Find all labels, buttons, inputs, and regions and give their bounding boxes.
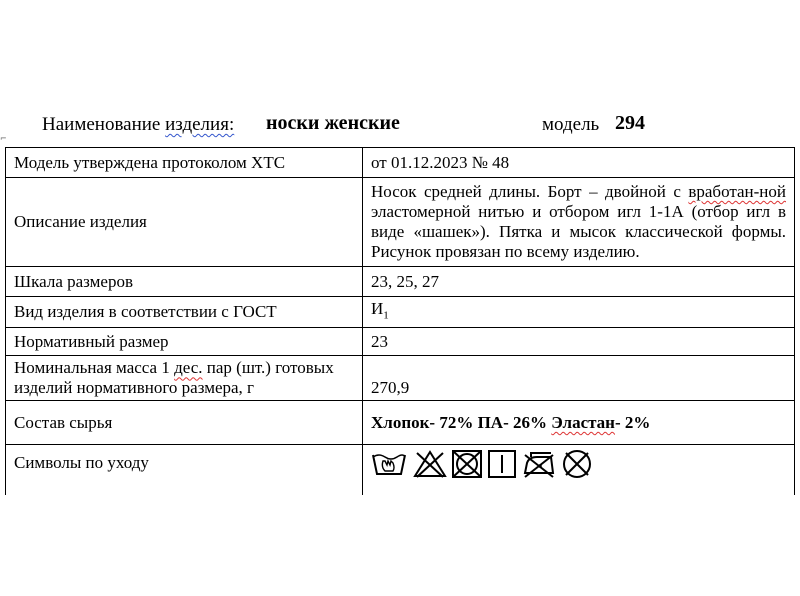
specification-table bbox=[5, 147, 795, 495]
mass-label: Номинальная масса 1 дес. пар (шт.) готовых изделий нормативного размера, г bbox=[6, 356, 363, 401]
table-row bbox=[6, 148, 795, 178]
table-row bbox=[6, 401, 795, 445]
table-row bbox=[6, 328, 795, 356]
composition-value: Хлопок- 72% ПА- 26% Эластан- 2% bbox=[363, 401, 795, 445]
gost-value: $И_1$ bbox=[363, 297, 795, 328]
composition-label: Состав сырья bbox=[6, 401, 363, 445]
table-row bbox=[6, 445, 795, 495]
iron-low-icon bbox=[521, 449, 557, 479]
product-name-value: носки женские bbox=[266, 112, 400, 134]
wash-30-hand-icon bbox=[371, 449, 409, 479]
model-number: 294 bbox=[615, 112, 645, 134]
description-label: Описание изделия bbox=[6, 178, 363, 267]
approved-value: от 01.12.2023 № 48 bbox=[363, 148, 795, 178]
table-row bbox=[6, 356, 795, 401]
no-dry-clean-icon bbox=[561, 449, 593, 479]
mass-value: 270,9 bbox=[363, 356, 795, 401]
norm-size-label: Нормативный размер bbox=[6, 328, 363, 356]
sizes-label: Шкала размеров bbox=[6, 267, 363, 297]
product-name-label: Наименование изделия: bbox=[42, 114, 235, 135]
product-title-line bbox=[42, 112, 762, 138]
sizes-value: 23, 25, 27 bbox=[363, 267, 795, 297]
table-row bbox=[6, 178, 795, 267]
approved-label: Модель утверждена протоколом ХТС bbox=[6, 148, 363, 178]
care-label: Символы по уходу bbox=[6, 445, 363, 495]
care-symbols bbox=[363, 445, 795, 495]
table-anchor-icon: ⌐ bbox=[0, 134, 7, 143]
no-tumble-dry-icon bbox=[451, 449, 483, 479]
no-bleach-icon bbox=[413, 449, 447, 479]
model-label: модель bbox=[542, 114, 600, 135]
table-row bbox=[6, 297, 795, 328]
line-dry-icon bbox=[487, 449, 517, 479]
gost-label: Вид изделия в соответствии с ГОСТ bbox=[6, 297, 363, 328]
table-row bbox=[6, 267, 795, 297]
description-value: Носок средней длины. Борт – двойной с вработан-ной эластомерной нитью и отбором игл 1-1А (отбор игл в виде «шашек»). Пятка и мысок классической формы. Рисунок провязан по всему изделию. bbox=[363, 178, 795, 267]
norm-size-value: 23 bbox=[363, 328, 795, 356]
